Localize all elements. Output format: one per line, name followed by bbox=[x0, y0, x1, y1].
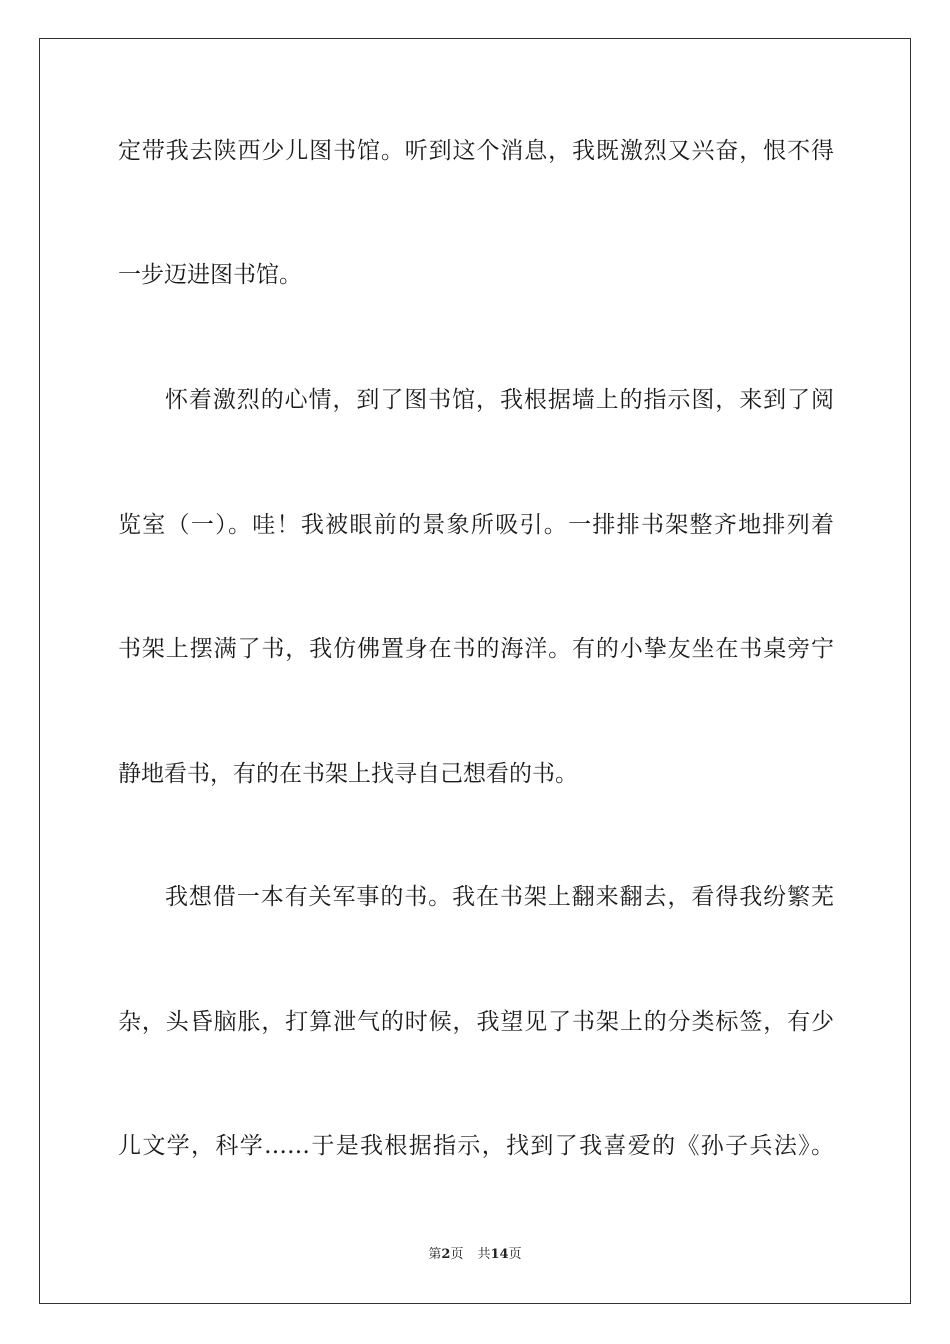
footer-total-pages: 14 bbox=[490, 1247, 509, 1262]
text-line-6: 静地看书，有的在书架上找寻自己想看的书。 bbox=[118, 761, 578, 787]
text-line-2: 一步迈进图书馆。 bbox=[118, 262, 302, 288]
text-line-1: 定带我去陕西少儿图书馆。听到这个消息，我既激烈又兴奋，恨不得 bbox=[118, 138, 834, 164]
page-footer bbox=[0, 1246, 950, 1264]
text-line-3: 怀着激烈的心情，到了图书馆，我根据墙上的指示图，来到了阅 bbox=[165, 387, 834, 413]
page-border bbox=[39, 38, 911, 1304]
text-line-5: 书架上摆满了书，我仿佛置身在书的海洋。有的小挚友坐在书桌旁宁 bbox=[118, 636, 834, 662]
footer-total-suffix: 页 bbox=[508, 1247, 522, 1262]
text-line-9: 儿文学，科学……于是我根据指示，找到了我喜爱的《孙子兵法》。 bbox=[118, 1133, 834, 1159]
text-line-8: 杂，头昏脑胀，打算泄气的时候，我望见了书架上的分类标签，有少 bbox=[118, 1009, 834, 1035]
footer-total-prefix: 共 bbox=[477, 1247, 491, 1262]
text-line-4: 览室（一）。哇！我被眼前的景象所吸引。一排排书架整齐地排列着 bbox=[118, 512, 834, 538]
text-line-7: 我想借一本有关军事的书。我在书架上翻来翻去，看得我纷繁芜 bbox=[165, 884, 834, 910]
footer-page-number: 2 bbox=[441, 1247, 451, 1262]
footer-page-suffix: 页 bbox=[450, 1247, 464, 1262]
footer-page-prefix: 第 bbox=[428, 1247, 442, 1262]
